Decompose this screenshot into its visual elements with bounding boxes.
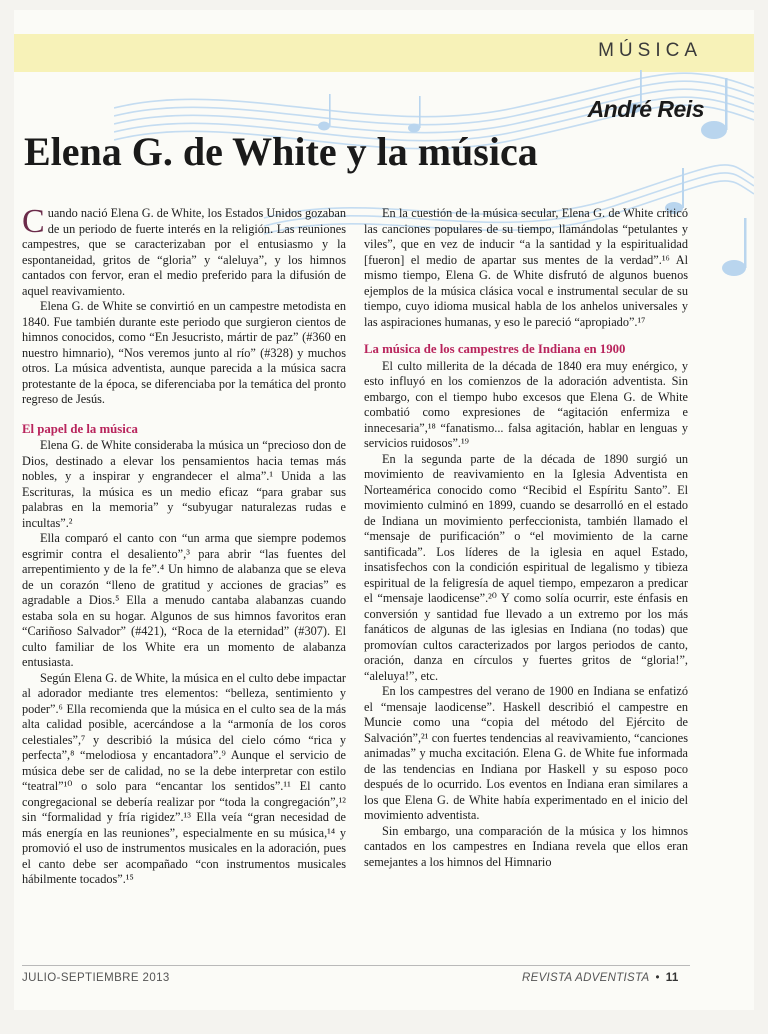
paragraph xyxy=(22,203,346,299)
page-number: 11 xyxy=(665,972,679,984)
magazine-page xyxy=(14,10,754,1010)
magazine-name: REVISTA ADVENTISTA xyxy=(522,972,650,984)
section-label: MÚSICA xyxy=(598,40,702,61)
footer-publication xyxy=(522,972,679,984)
paragraph: Ella comparó el canto con “un arma que siempre podemos esgrimir contra el desaliento”,³ para abrir “las fuentes del arrepentimiento y de la fe”.⁴ Un himno de alabanza que se eleva de un corazón “lleno de gratitud y acciones de gracias” es agradable a Dios.⁵ Ella a menudo cantaba alabanzas cuando estaba sola en su hogar. Algunos de sus himnos favoritos eran “Cariñoso Salvador” (#421), “Roca de la eternidad” (#307). El culto familiar de los White era un momento de alabanza entusiasta. xyxy=(22,531,346,669)
drop-cap: C xyxy=(22,203,45,240)
paragraph: El culto millerita de la década de 1840 era muy enérgico, y esto influyó en los comienzos de la adoración adventista. Sin embargo, con el tiempo hubo excesos que Elena G. de White combatió como expresiones de “agitación enfermiza e innecesaria”,¹⁸ “fanatismo... falsa agitación, hablar en lenguas y servicios ruidosos”.¹⁹ xyxy=(364,358,688,450)
footer-separator: • xyxy=(655,972,660,984)
paragraph: Elena G. de White consideraba la música un “precioso don de Dios, destinado a elevar los pensamientos hacia temas más nobles, y a inspirar y engrandecer el alma”.¹ Unida a las Escrituras, la música es un medio eficaz “para grabar sus palabras en la memoria” y “subyugar naturalezas rudas e incultas”.² xyxy=(22,438,346,530)
section-heading: La música de los campestres de Indiana en 1900 xyxy=(364,342,626,356)
section-heading: El papel de la música xyxy=(22,421,138,436)
author-name: André Reis xyxy=(587,96,704,122)
paragraph: Sin embargo, una comparación de la música y los himnos cantados en los campestres en Indiana revela que ellos eran semejantes a los himnos del Himnario xyxy=(364,823,688,869)
paragraph: En la cuestión de la música secular, Elena G. de White criticó las canciones populares de su tiempo, llamándolas “petulantes y viles”, que en vez de inducir “a la santidad y la espiritualidad [fueron] el medio de apartar sus mentes de la verdad”.¹⁶ Al mismo tiempo, Elena G. de White disfrutó de algunos buenos ejemplos de la música clásica vocal e instrumental secular de su tiempo, cuyo idioma musical habla de los anhelos universales y las aspiraciones humanas, y eso le pareció “apropiado”.¹⁷ xyxy=(364,206,688,329)
right-column xyxy=(364,206,688,870)
footer-divider xyxy=(22,965,690,966)
article-title: Elena G. de White y la música xyxy=(24,129,538,174)
paragraph-text: uando nació Elena G. de White, los Estados Unidos gozaban de un periodo de fuerte interés en la religión. Las reuniones campestres, que se caracterizaban por el entusiasmo y la espontaneidad, gritos de “gloria” y “aleluya”, y los himnos cantados con fervor, eran el medio preferido para la difusión de aquel reavivamiento. xyxy=(22,206,346,298)
left-column xyxy=(22,203,346,888)
paragraph: En la segunda parte de la década de 1890 surgió un movimiento de reavivamiento en la Iglesia Adventista en Norteamérica conocido como “Recibid el Espíritu Santo”. El movimiento culminó en 1899, cuando se desarrolló en el estado de Indiana un movimiento perfeccionista, también llamado el “mensaje de purificación” o “el movimiento de la carne santificada”. Los líderes de la iglesia en aquel Estado, insatisfechos con la condición espiritual de legalismo y tibieza espiritual de la feligresía de aquel tiempo, empezaron a predicar el “mensaje laodicense”.²⁰ Y como solía ocurrir, este énfasis en conversión y santidad fue llevado a un extremo por los más fanáticos de algunas de las iglesias en Indiana (no todas) que promovían cultos caracterizados por largos periodos de canto, oración, danza en círculos y fuertes gritos de “gloria!”, “aleluya!”, etc. xyxy=(364,451,688,683)
paragraph: Según Elena G. de White, la música en el culto debe impactar al adorador mediante tres elementos: “belleza, sentimiento y poder”.⁶ Ella recomienda que la música en el culto sea de la más alta calidad posible, acercándose a la “armonía de los coros celestiales”,⁷ y describió la música del cielo cómo “rica y perfecta”,⁸ “melodiosa y encantadora”.⁹ Aunque el servicio de música debe ser de calidad, no se la debe interpretar con estilo “teatral”¹⁰ o solo para “encantar los sentidos”.¹¹ El canto congregacional se debería realizar por “toda la congregación”,¹² sin “formalidad y fría rigidez”.¹³ Ella veía “gran necesidad de más energía en las reuniones”, especialmente en su música,¹⁴ y promovió el uso de instrumentos musicales en la adoración, pues el canto debe ser acompañado “con instrumentos musicales hábilmente tocados”.¹⁵ xyxy=(22,670,346,886)
paragraph: Elena G. de White se convirtió en un campestre metodista en 1840. Fue también durante este periodo que surgieron cientos de himnos conocidos, como “En Jesucristo, mártir de paz” (#360 en nuestro himnario), “Nos veremos junto al río” (#328) y muchos otros. La música adventista, aunque parecida a la música sacra protestante de la época, se diferenciaba por la temática del pronto regreso de Jesús. xyxy=(22,299,346,406)
paragraph: En los campestres del verano de 1900 en Indiana se enfatizó el “mensaje laodicense”. Haskell describió el campestre en Muncie como una “copia del método del Ejército de Salvación”,²¹ con fuertes tendencias al reavivamiento, “canciones animadas” y mucha excitación. Elena G. de White fue informada de las tendencias en Indiana por Haskell y su esposo poco después de lo ocurrido. Los eventos en Indiana eran similares a los que Elena G. de White había experimentado en el inicio del movimiento adventista. xyxy=(364,684,688,822)
footer-issue: JULIO-SEPTIEMBRE 2013 xyxy=(22,972,170,984)
